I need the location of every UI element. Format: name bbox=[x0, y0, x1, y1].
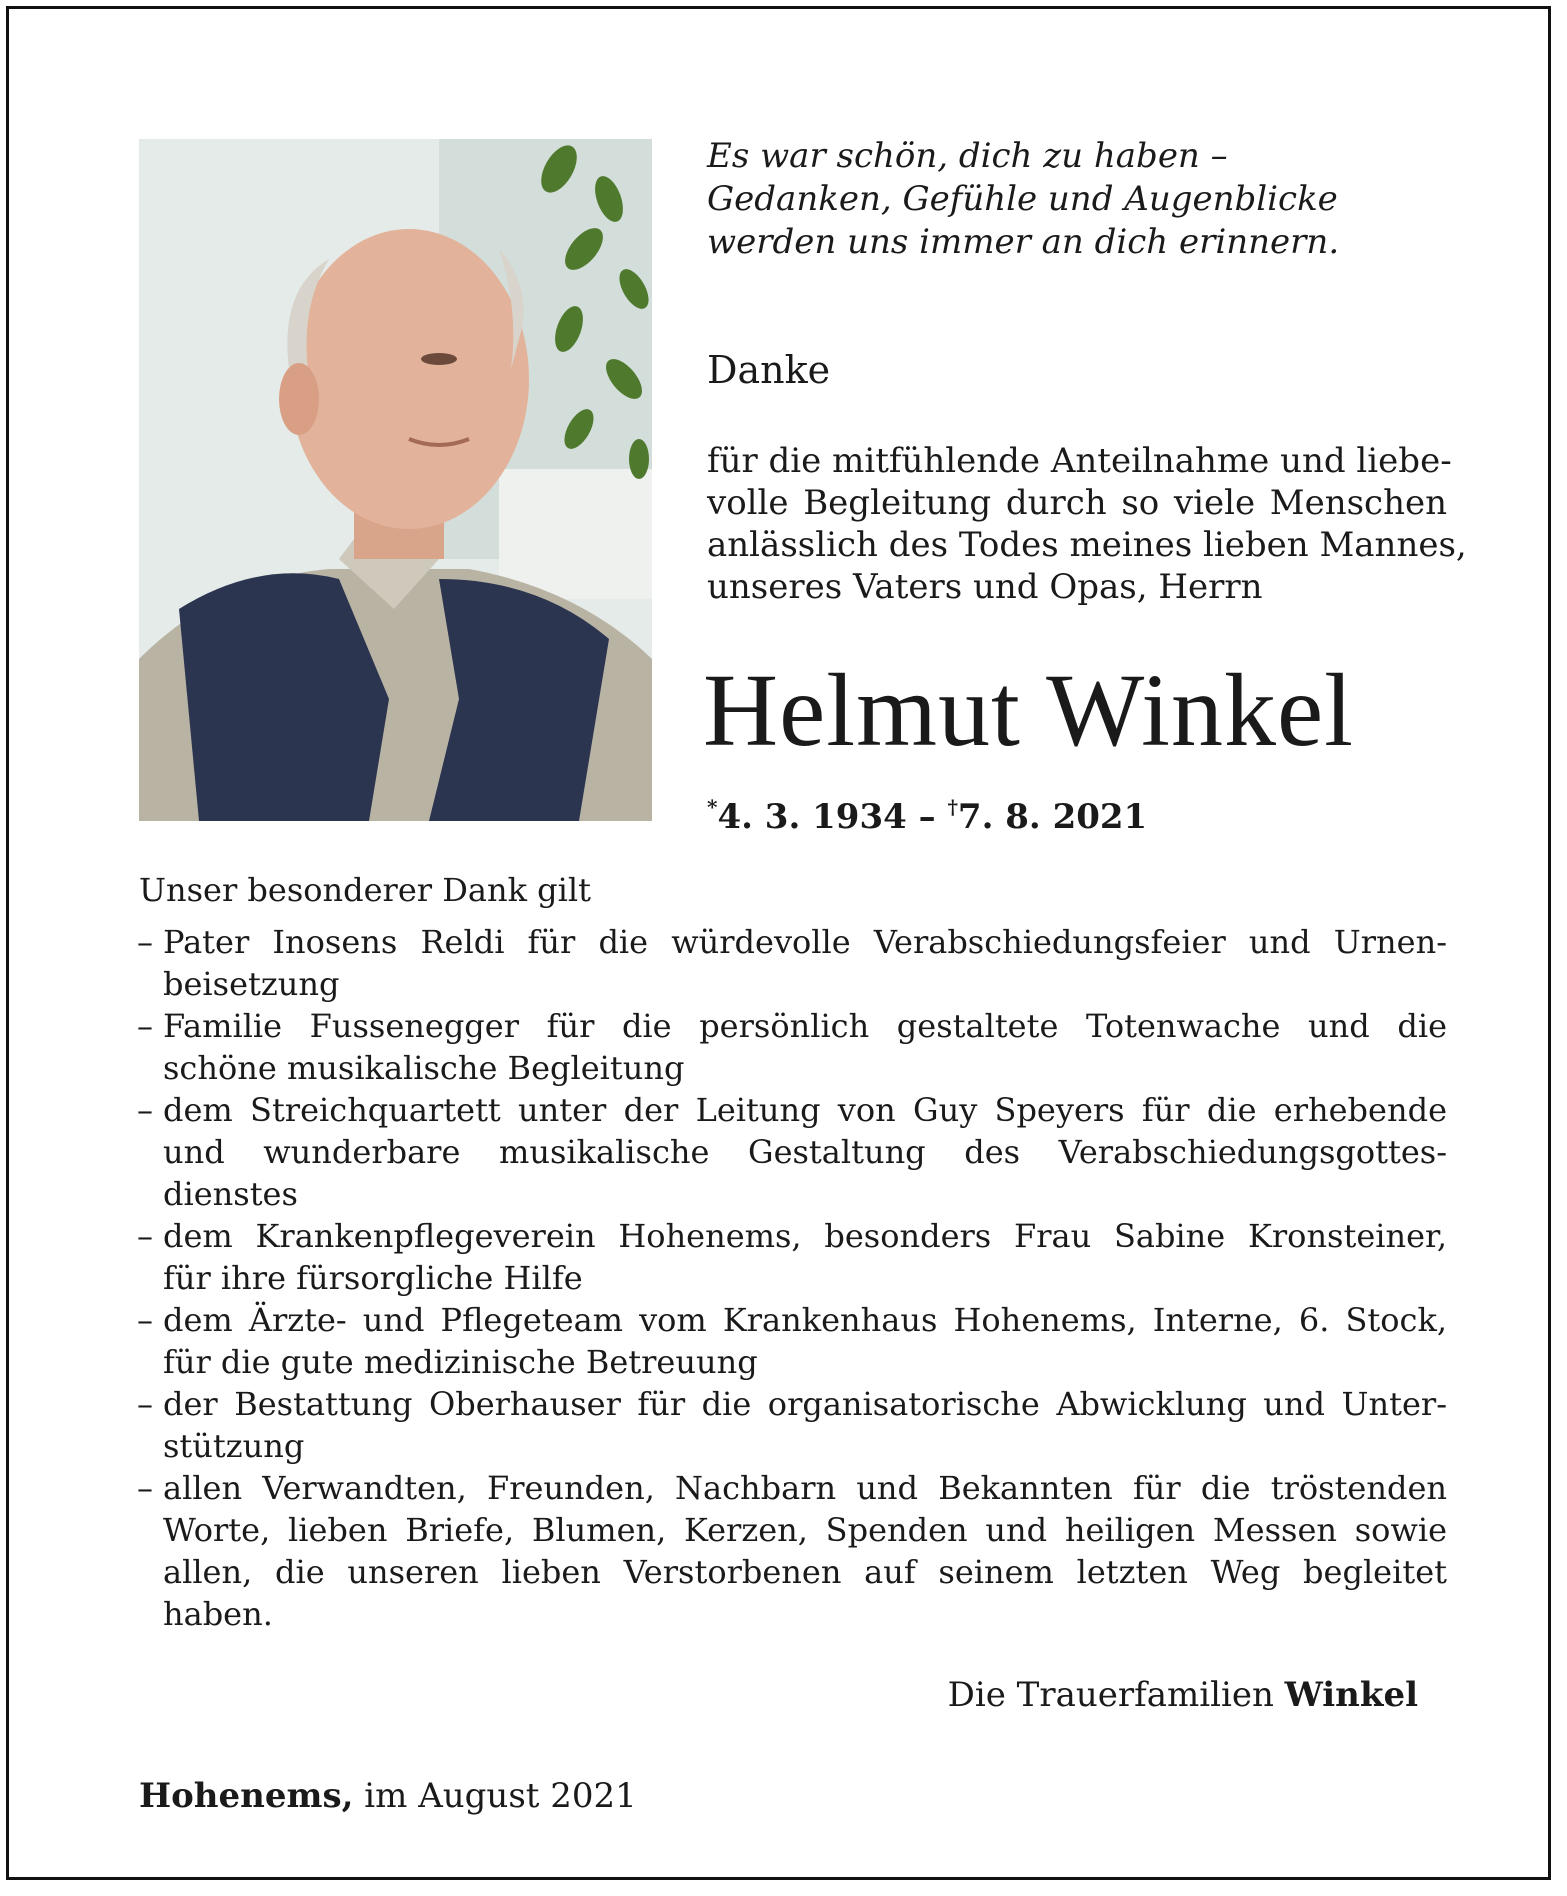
thanks-item bbox=[137, 1089, 1447, 1215]
thanks-item-line: beisetzung bbox=[163, 965, 340, 1003]
thanks-item-line: für die gute medizinische Betreuung bbox=[163, 1343, 758, 1381]
portrait-illustration bbox=[139, 139, 652, 821]
death-date: 7. 8. 2021 bbox=[957, 797, 1148, 837]
intro-paragraph bbox=[707, 440, 1467, 608]
bullet-dash: – bbox=[137, 1301, 153, 1339]
thanks-item-line: dem Krankenpflegeverein Hohenems, besonders Frau Sabine Kronsteiner, bbox=[163, 1217, 1447, 1255]
intro-line: für die mitfühlende Anteilnahme und liebe- bbox=[707, 441, 1452, 481]
motto-line: werden uns immer an dich erinnern. bbox=[707, 222, 1340, 262]
thanks-item-line: dienstes bbox=[163, 1175, 298, 1213]
signature-family: Winkel bbox=[1284, 1675, 1418, 1715]
thanks-item-line: stützung bbox=[163, 1427, 305, 1465]
portrait-photo bbox=[139, 139, 652, 821]
thanks-item-line: dem Streichquartett unter der Leitung von Guy Speyers für die erhebende bbox=[163, 1091, 1447, 1129]
thanks-heading: Unser besonderer Dank gilt bbox=[139, 871, 591, 909]
place-date-text: im August 2021 bbox=[364, 1776, 637, 1816]
thanks-item-line: Pater Inosens Reldi für die würdevolle Verabschiedungsfeier und Urnen- bbox=[163, 923, 1447, 961]
intro-line: volle Begleitung durch so viele Menschen bbox=[707, 483, 1447, 523]
thanks-item-line: schöne musikalische Begleitung bbox=[163, 1049, 685, 1087]
motto-line: Gedanken, Gefühle und Augenblicke bbox=[707, 179, 1338, 219]
thanks-item bbox=[137, 1467, 1447, 1635]
motto-line: Es war schön, dich zu haben – bbox=[707, 136, 1228, 176]
thanks-item-line: der Bestattung Oberhauser für die organisatorische Abwicklung und Unter- bbox=[163, 1385, 1447, 1423]
motto-verse bbox=[707, 135, 1347, 264]
life-dates bbox=[707, 785, 1147, 839]
deceased-name: Helmut Winkel bbox=[703, 653, 1355, 768]
thanks-item-line: haben. bbox=[163, 1595, 273, 1633]
obituary-card bbox=[6, 6, 1551, 1880]
place-date bbox=[139, 1774, 637, 1818]
bullet-dash: – bbox=[137, 1007, 153, 1045]
place-town: Hohenems, bbox=[139, 1776, 354, 1816]
bullet-dash: – bbox=[137, 1091, 153, 1129]
intro-line: anlässlich des Todes meines lieben Mannes, bbox=[707, 525, 1467, 565]
thanks-item bbox=[137, 1383, 1447, 1467]
born-symbol: * bbox=[707, 795, 718, 819]
intro-line: unseres Vaters und Opas, Herrn bbox=[707, 567, 1263, 607]
thanks-item-line: und wunderbare musikalische Gestaltung des Verabschiedungsgottes- bbox=[163, 1133, 1447, 1171]
thanks-item bbox=[137, 921, 1447, 1005]
thanks-item-line: allen, die unseren lieben Verstorbenen auf seinem letzten Weg begleitet bbox=[163, 1553, 1447, 1591]
birth-date: 4. 3. 1934 bbox=[717, 797, 907, 837]
bullet-dash: – bbox=[137, 1217, 153, 1255]
bullet-dash: – bbox=[137, 1469, 153, 1507]
thanks-item-line: allen Verwandten, Freunden, Nachbarn und Bekannten für die tröstenden bbox=[163, 1469, 1447, 1507]
died-symbol: † bbox=[947, 795, 958, 819]
thanks-item bbox=[137, 1299, 1447, 1383]
date-separator: – bbox=[906, 797, 948, 837]
danke-heading: Danke bbox=[707, 348, 831, 392]
thanks-item-line: für ihre fürsorgliche Hilfe bbox=[163, 1259, 583, 1297]
thanks-list bbox=[137, 921, 1447, 1635]
thanks-item-line: Worte, lieben Briefe, Blumen, Kerzen, Spenden und heiligen Messen sowie bbox=[163, 1511, 1447, 1549]
thanks-item-line: Familie Fussenegger für die persönlich gestaltete Totenwache und die bbox=[163, 1007, 1447, 1045]
bullet-dash: – bbox=[137, 1385, 153, 1423]
thanks-item bbox=[137, 1005, 1447, 1089]
bullet-dash: – bbox=[137, 923, 153, 961]
signature-prefix: Die Trauerfamilien bbox=[947, 1675, 1274, 1715]
signature bbox=[948, 1673, 1418, 1717]
thanks-item-line: dem Ärzte- und Pflegeteam vom Krankenhaus Hohenems, Interne, 6. Stock, bbox=[163, 1301, 1447, 1339]
thanks-item bbox=[137, 1215, 1447, 1299]
